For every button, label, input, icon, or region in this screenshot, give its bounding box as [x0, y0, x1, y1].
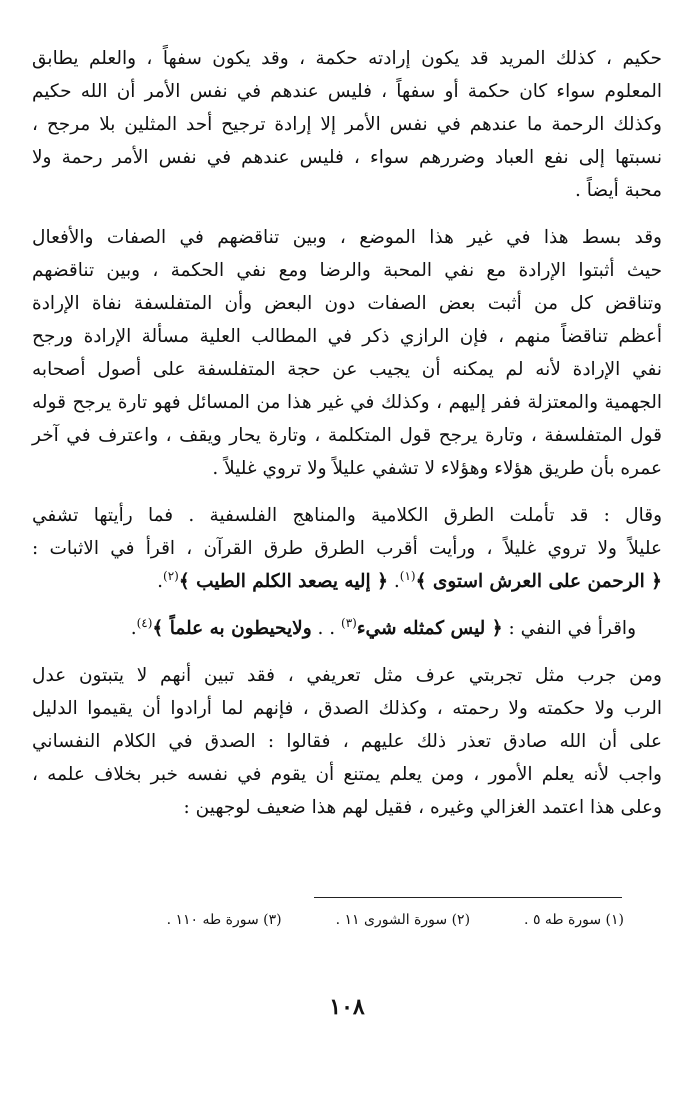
text-line: وتناقض كل من أثبت بعض الصفات دون البعض وأن المتفلسفة نفاة الإرادة	[32, 293, 662, 314]
period: .	[130, 618, 137, 639]
paragraph-2	[32, 221, 662, 485]
paragraph-4	[32, 612, 662, 645]
text-line: المعلوم سواء كان حكمة أو سفهاً ، فليس عندهم في نفس الأمر أن الله حكيم	[32, 81, 662, 102]
footnote-3: (٣) سورة طه ١١٠ .	[166, 912, 282, 928]
paragraph-1	[32, 42, 662, 207]
text-line: الرب ولا حكمته ولا رحمته ، وكذلك الصدق ، فإنهم لما أرادوا أن يقيموا الدليل	[32, 698, 662, 719]
text-line: واجب لأنه يعلم الأمور ، ومن يعلم يمتنع أن يقوم في نفسه خبر بخلاف علمه ،	[32, 764, 662, 785]
footnotes	[40, 912, 624, 928]
text-line: وكذلك الرحمة ما عندهم في نفس الأمر إلا إرادة ترجيح أحد المثلين بلا مرجح ،	[32, 114, 662, 135]
footnote-ref-3: (٣)	[341, 615, 357, 630]
period: .	[157, 571, 164, 592]
text-line: عليلاً ولا تروي غليلاً ، ورأيت أقرب الطرق طرق القرآن ، اقرأ في الاثبات :	[32, 538, 662, 559]
footnote-1: (١) سورة طه ٥ .	[524, 912, 624, 928]
text-line: ومن جرب مثل تجربتي عرف مثل تعريفي ، فقد تبين أنهم لا يتبتون عدل	[32, 665, 662, 686]
quran-verse-2: ﴿ إليه يصعد الكلم الطيب ﴾	[178, 571, 388, 592]
footnote-2: (٢) سورة الشورى ١١ .	[335, 912, 471, 928]
quran-verse-1: ﴿ الرحمن على العرش استوى ﴾	[415, 571, 662, 592]
footnote-ref-2: (٢)	[163, 568, 179, 583]
footnote-ref-1: (١)	[399, 568, 416, 583]
text-line: الجهمية والمعتزلة ففر إليهم ، وكذلك في غير هذا من المسائل فهو تارة يرجح قوله	[32, 392, 662, 413]
footnote-ref-4: (٤)	[136, 615, 153, 630]
main-text	[32, 42, 662, 838]
negation-prefix: واقرأ في النفي :	[502, 618, 636, 639]
paragraph-3	[32, 499, 662, 598]
text-line: محبة أيضاً .	[575, 180, 662, 201]
text-line: نفي الإرادة لأنه لم يمكنه أن يجيب عن حجة المتفلسفة على أصول أصحابه	[32, 359, 662, 380]
text-line: على أن الله صادق تعذر ذلك عليهم ، فقالوا : الصدق في الكلام النفساني	[32, 731, 662, 752]
text-line: حكيم ، كذلك المريد قد يكون إرادته حكمة ، وقد يكون سفهاً ، والعلم يطابق	[32, 48, 662, 69]
text-line: وعلى هذا اعتمد الغزالي وغيره ، فقيل لهم هذا ضعيف لوجهين :	[183, 797, 662, 818]
quran-verse-3: ﴿ ليس كمثله شيء	[356, 618, 503, 639]
quran-line	[32, 612, 662, 645]
quran-line	[32, 565, 662, 598]
footnote-divider	[314, 897, 622, 898]
text-line: وقد بسط هذا في غير هذا الموضع ، وبين تناقضهم في الصفات والأفعال	[32, 227, 662, 248]
text-line: وقال : قد تأملت الطرق الكلامية والمناهج الفلسفية . فما رأيتها تشفي	[32, 505, 662, 526]
page-number: ١٠٨	[329, 994, 365, 1020]
quran-verse-4: ولايحيطون به علماً ﴾	[152, 618, 312, 639]
text-line: عمره بأن طريق هؤلاء وهؤلاء لا تشفي عليلاً ولا تروي غليلاً .	[212, 458, 662, 479]
text-line: أعظم تناقضاً منهم ، فإن الرازي ذكر في المطالب العلية مسألة الإرادة ورجح	[32, 326, 662, 347]
separator: .	[387, 571, 400, 592]
text-line: حيث أثبتوا الإرادة مع نفي المحبة والرضا ومع نفي الحكمة ، وبين تناقضهم	[32, 260, 662, 281]
text-line: نسبتها إلى نفع العباد وضررهم سواء ، فليس عندهم في نفس الأمر رحمة ولا	[32, 147, 662, 168]
paragraph-5	[32, 659, 662, 824]
ellipsis: . .	[311, 618, 342, 639]
text-line: قول المتفلسفة ، وتارة يرجح قول المتكلمة ، وتارة يحار ويقف ، واعترف في آخر	[32, 425, 662, 446]
